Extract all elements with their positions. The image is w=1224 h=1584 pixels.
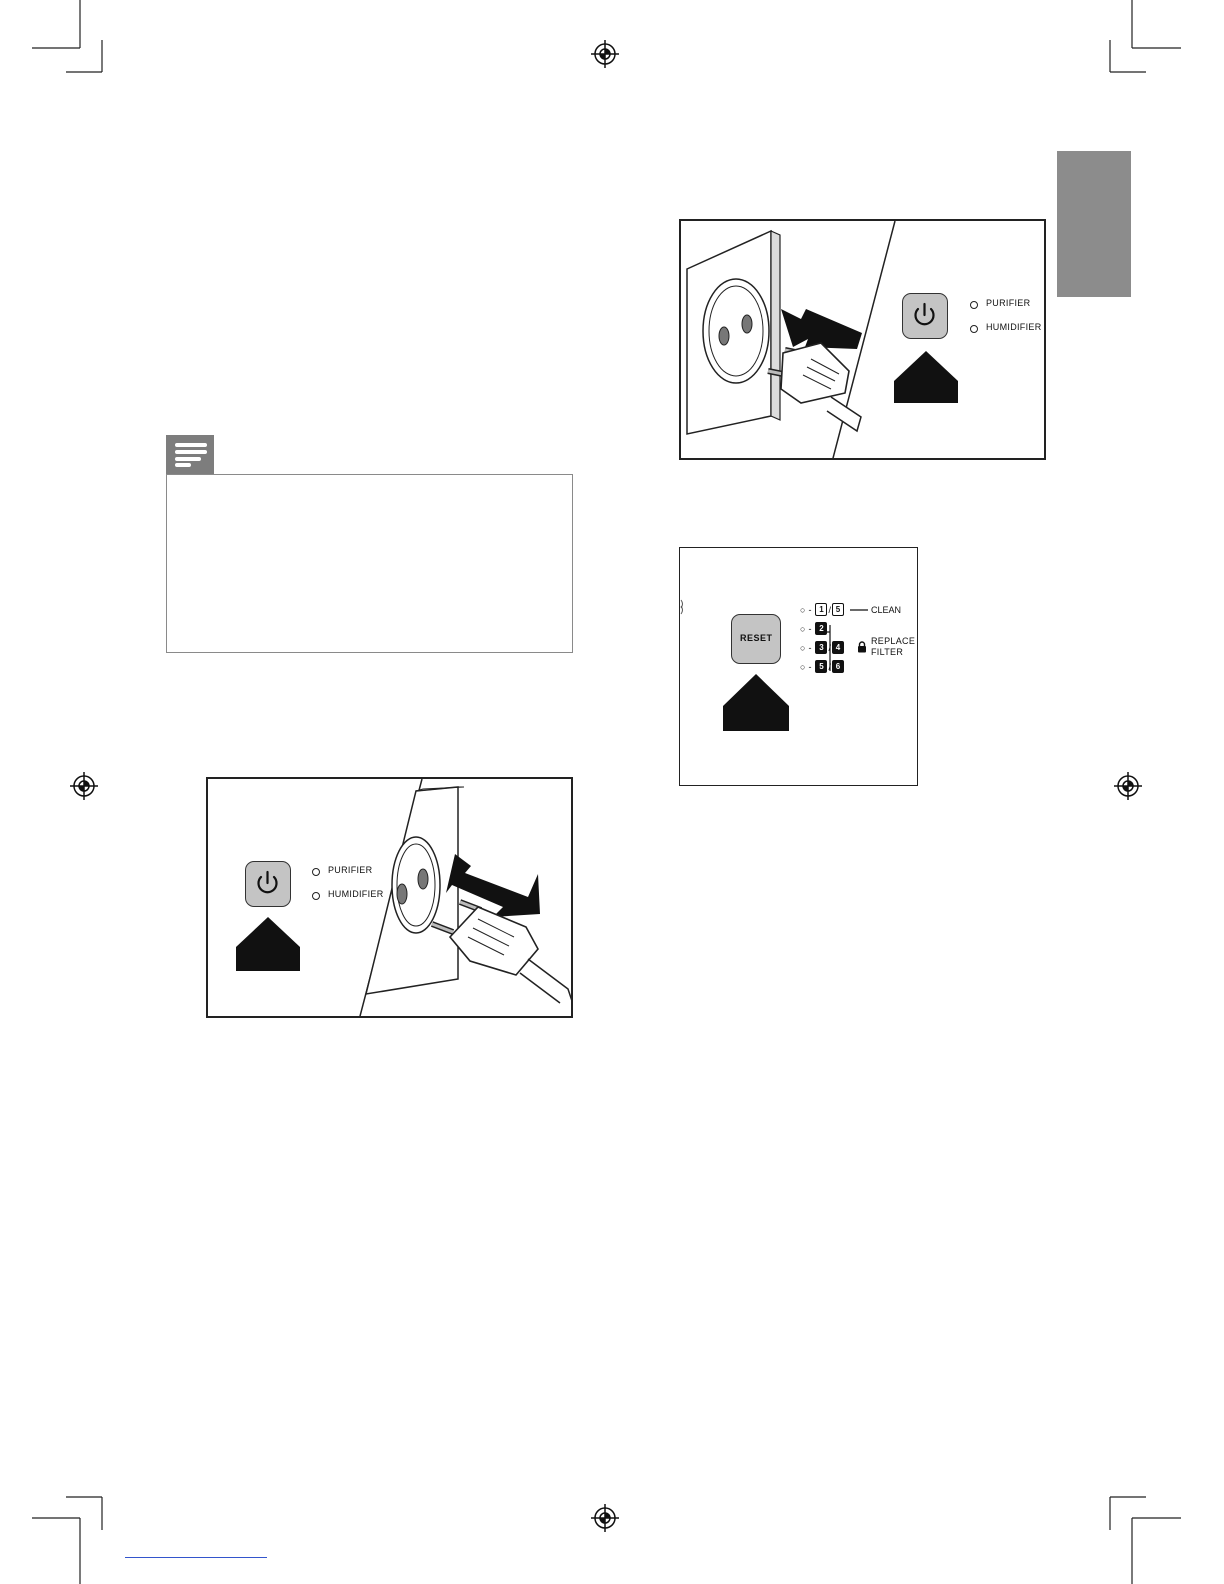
figure-power-off-unplug (206, 777, 573, 1018)
reset-button[interactable] (731, 614, 781, 664)
filter-num: 1 (815, 603, 827, 616)
bottom-link-line (125, 1557, 267, 1558)
lock-icon (857, 641, 867, 653)
clean-label: CLEAN (870, 604, 901, 615)
power-icon (246, 862, 289, 905)
note-lines-icon (166, 435, 214, 475)
note-box (166, 474, 573, 653)
registration-mark-left (69, 771, 99, 801)
purifier-label: PURIFIER (986, 298, 1031, 308)
note-tab (166, 435, 214, 475)
indicator: ○ (800, 642, 806, 653)
filter-num: 2 (815, 622, 827, 635)
humidifier-led (312, 892, 320, 900)
registration-mark-right (1113, 771, 1143, 801)
power-button[interactable] (245, 861, 291, 907)
indicator: ○ (800, 623, 806, 634)
humidifier-led (970, 325, 978, 333)
indicator: ○ (800, 661, 806, 672)
figure-plug-in-power-on (679, 219, 1046, 460)
filter-num: 6 (832, 660, 844, 673)
power-icon (903, 294, 946, 337)
language-tab (1057, 151, 1131, 297)
purifier-led (970, 301, 978, 309)
registration-mark-top (590, 39, 620, 69)
filter-num: 5 (815, 660, 827, 673)
plug-in-illustration (681, 221, 1046, 460)
filter-row-2: ○ - 2 (800, 622, 828, 635)
filter-num: 3 (815, 641, 827, 654)
humidifier-label: HUMIDIFIER (986, 322, 1042, 332)
registration-mark-bottom (590, 1503, 620, 1533)
filter-num: 4 (832, 641, 844, 654)
indicator: ○ (800, 604, 806, 615)
figure-filter-reset (679, 547, 918, 786)
filter-row-3: ○ - 3 / 4 (800, 641, 845, 654)
reset-illustration (680, 548, 918, 786)
reset-button-label: RESET (740, 633, 773, 643)
replace-filter-label-1: REPLACE (871, 636, 916, 646)
replace-filter-label-2: FILTER (871, 647, 904, 657)
filter-row-4: ○ - 5 / 6 (800, 660, 845, 673)
purifier-led (312, 868, 320, 876)
power-button[interactable] (902, 293, 948, 339)
filter-row-1: ○ - 1 / 5 CLEAN (800, 604, 901, 615)
humidifier-label: HUMIDIFIER (328, 889, 384, 899)
purifier-label: PURIFIER (328, 865, 373, 875)
filter-num: 5 (832, 603, 844, 616)
